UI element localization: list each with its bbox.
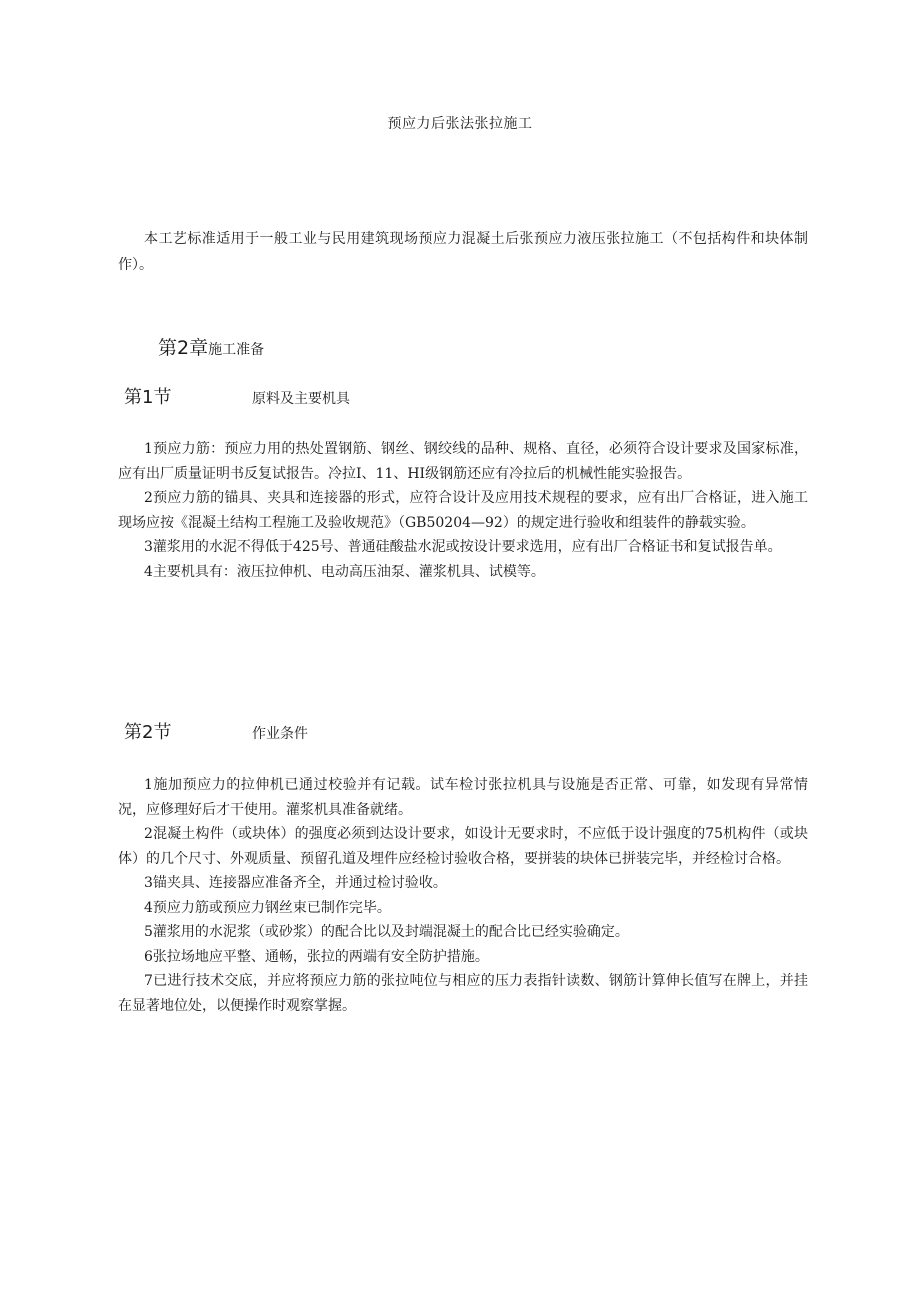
section-number: 第1节 bbox=[124, 387, 172, 408]
intro-paragraph: 本工艺标准适用于一般工业与民用建筑现场预应力混凝土后张预应力液压张拉施工（不包括构件和块体制作）。 bbox=[118, 231, 808, 273]
list-item: 4主要机具有：液压拉伸机、电动高压油泵、灌浆机具、试模等。 bbox=[144, 563, 545, 580]
list-item: 2预应力筋的锚具、夹具和连接器的形式，应符合设计及应用技术规程的要求，应有出厂合格证，进入施工现场应按《混凝土结构工程施工及验收规范》（GB50204—92）的规定进行验收和组装件的静载实验。 bbox=[118, 490, 808, 531]
section-1-list bbox=[118, 437, 808, 584]
list-item: 5灌浆用的水泥浆（或砂浆）的配合比以及封端混凝土的配合比已经实验确定。 bbox=[144, 924, 629, 940]
section-title: 作业条件 bbox=[252, 726, 308, 742]
list-item: 3灌浆用的水泥不得低于425号、普通硅酸盐水泥或按设计要求选用，应有出厂合格证书和复试报告单。 bbox=[144, 539, 782, 555]
list-item: 4预应力筋或预应力钢丝束已制作完毕。 bbox=[144, 899, 391, 916]
section-title: 原料及主要机具 bbox=[252, 391, 350, 407]
list-item: 1施加预应力的拉伸机已通过校验并有记载。试车检讨张拉机具与设施是否正常、可靠，如发现有异常情况，应修理好后才干使用。灌浆机具准备就绪。 bbox=[118, 777, 808, 818]
section-heading-2 bbox=[124, 718, 308, 744]
list-item: 1预应力筋：预应力用的热处置钢筋、钢丝、钢绞线的品种、规格、直径，必须符合设计要求及国家标准，应有出厂质量证明书反复试报告。冷拉I、11、HI级钢筋还应有冷拉后的机械性能实验报告。 bbox=[118, 441, 808, 482]
section-heading-1 bbox=[124, 383, 350, 409]
chapter-number: 第2章 bbox=[158, 337, 209, 359]
section-2-list bbox=[118, 773, 808, 1018]
list-item: 3锚夹具、连接器应准备齐全，并通过检讨验收。 bbox=[144, 875, 447, 891]
list-item: 7已进行技术交底，并应将预应力筋的张拉吨位与相应的压力表指针读数、钢筋计算伸长值写在牌上，并挂在显著地位处，以便操作时观察掌握。 bbox=[118, 973, 808, 1014]
document-title: 预应力后张法张拉施工 bbox=[387, 116, 533, 132]
chapter-title: 施工准备 bbox=[208, 342, 265, 358]
chapter-heading bbox=[158, 333, 264, 360]
list-item: 6张拉场地应平整、通畅，张拉的两端有安全防护措施。 bbox=[144, 948, 489, 965]
section-number: 第2节 bbox=[124, 722, 172, 743]
list-item: 2混凝土构件（或块体）的强度必须到达设计要求，如设计无要求时，不应低于设计强度的75机构件（或块体）的几个尺寸、外观质量、预留孔道及埋件应经检讨验收合格，要拼装的块体已拼装完毕，并经检讨合格。 bbox=[118, 826, 808, 867]
